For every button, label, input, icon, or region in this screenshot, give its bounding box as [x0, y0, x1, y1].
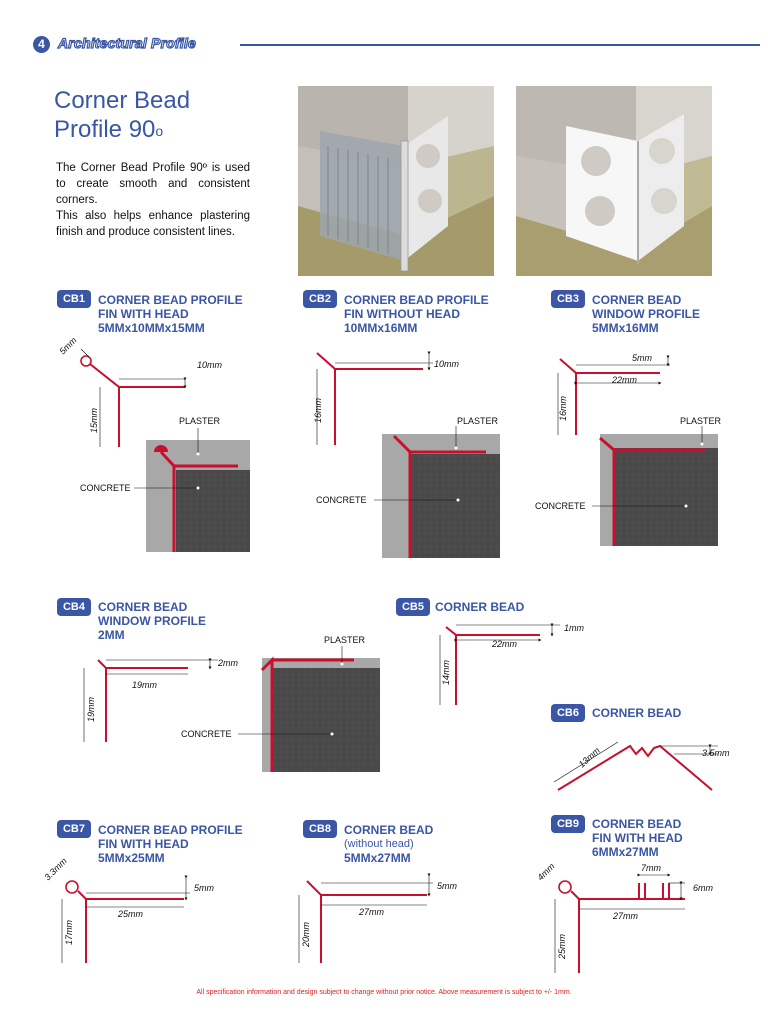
- cb4-dim-b: 19mm: [132, 680, 158, 690]
- code-badge-cb4: CB4: [57, 598, 91, 616]
- product-name-cb5: [435, 600, 524, 614]
- code-badge-cb2: CB2: [303, 290, 337, 308]
- product-name-cb6: [592, 706, 681, 720]
- degree-symbol: o: [155, 123, 164, 139]
- header-rule: [240, 44, 760, 46]
- cb3-line3: 5MMx16MM: [592, 321, 659, 335]
- cb1-label-concrete: CONCRETE: [80, 483, 131, 493]
- cb6-dim-b: 3.5mm: [702, 748, 730, 758]
- photo-corner-bead-mesh: [298, 86, 494, 276]
- disclaimer-footer: All specification information and design subject to change without prior notice. Above measurement is subject to +/- 1mm.: [196, 989, 572, 996]
- cb3-dim-b: 22mm: [612, 375, 638, 385]
- cb2-dim-a: 10mm: [434, 359, 460, 369]
- cb9-line2: FIN WITH HEAD: [592, 831, 683, 845]
- cb4-line3: 2MM: [98, 628, 125, 642]
- product-name-cb8: [344, 823, 433, 865]
- cb7-dim-b: 25mm: [118, 909, 144, 919]
- cb2-line2: FIN WITHOUT HEAD: [344, 307, 460, 321]
- drawing-cb9-profile: [535, 855, 735, 980]
- drawing-cb8-profile: [295, 865, 475, 970]
- code-badge-cb6: CB6: [551, 704, 585, 722]
- cb7-line3: 5MMx25MM: [98, 851, 165, 865]
- drawing-cb2-installed: [310, 412, 510, 562]
- cb2-label-concrete: CONCRETE: [316, 495, 367, 505]
- cb6-dim-a: 13mm: [576, 745, 602, 770]
- cb1-dim-b: 15mm: [89, 407, 99, 433]
- cb4-dim-a: 2mm: [218, 658, 238, 668]
- page-title-line1: Corner Bead: [54, 87, 191, 114]
- product-name-cb3: [592, 293, 700, 335]
- cb9-line3: 6MMx27MM: [592, 845, 659, 859]
- cb1-line1: CORNER BEAD PROFILE: [98, 293, 243, 307]
- page-title: [54, 86, 284, 144]
- cb3-label-plaster: PLASTER: [680, 416, 722, 426]
- cb7-dim-a: 5mm: [194, 883, 214, 893]
- page-number-badge: 4: [33, 36, 50, 53]
- drawing-cb1-installed: [70, 412, 260, 554]
- code-badge-cb7: CB7: [57, 820, 91, 838]
- intro-text: [56, 160, 250, 240]
- cb9-dim-d: 25mm: [557, 933, 567, 959]
- cb8-line3: 5MMx27MM: [344, 851, 411, 865]
- section-title: Architectural Profile: [58, 35, 197, 51]
- cb1-dim-a: 10mm: [197, 360, 223, 370]
- cb9-line1: CORNER BEAD: [592, 817, 682, 831]
- cb1-line3: 5MMx10MMx15MM: [98, 321, 205, 335]
- drawing-cb6-profile: [550, 730, 730, 800]
- cb9-dim-a: 7mm: [641, 863, 661, 873]
- drawing-cb7-profile: [40, 855, 240, 970]
- cb5-dim-a: 1mm: [564, 623, 584, 633]
- code-badge-cb3: CB3: [551, 290, 585, 308]
- cb4-label-plaster: PLASTER: [324, 635, 366, 645]
- cb7-line1: CORNER BEAD PROFILE: [98, 823, 243, 837]
- cb5-dim-b: 22mm: [492, 639, 518, 649]
- intro-paragraph-1: The Corner Bead Profile 90º is used to create smooth and consistent corners.: [56, 162, 250, 206]
- drawing-cb5-profile: [430, 615, 600, 715]
- cb3-line1: CORNER BEAD: [592, 293, 682, 307]
- cb3-line2: WINDOW PROFILE: [592, 307, 700, 321]
- cb7-dim-c: 17mm: [64, 919, 74, 945]
- code-badge-cb8: CB8: [303, 820, 337, 838]
- cb8-dim-b: 27mm: [359, 907, 385, 917]
- product-name-cb2: [344, 293, 489, 335]
- cb7-dim-head: 3.3mm: [42, 855, 69, 883]
- product-name-cb1: [98, 293, 243, 335]
- drawing-cb4-installed: [178, 630, 388, 775]
- cb4-label-concrete: CONCRETE: [181, 729, 232, 739]
- intro-paragraph-2: This also helps enhance plastering finish and produce consistent lines.: [56, 210, 250, 238]
- cb8-line2: (without head): [344, 838, 414, 850]
- cb8-line1: CORNER BEAD: [344, 823, 434, 837]
- cb3-dim-a: 5mm: [632, 353, 652, 363]
- cb1-label-plaster: PLASTER: [179, 416, 221, 426]
- code-badge-cb1: CB1: [57, 290, 91, 308]
- code-badge-cb9: CB9: [551, 815, 585, 833]
- cb1-dim-head: 5mm: [57, 335, 79, 357]
- cb4-line2: WINDOW PROFILE: [98, 614, 206, 628]
- cb6-line1: CORNER BEAD: [592, 706, 682, 720]
- cb9-dim-b: 6mm: [693, 883, 713, 893]
- cb4-dim-c: 19mm: [86, 696, 96, 722]
- cb9-dim-head: 4mm: [535, 861, 557, 883]
- product-name-cb9: [592, 817, 683, 859]
- cb2-line3: 10MMx16MM: [344, 321, 418, 335]
- cb2-line1: CORNER BEAD PROFILE: [344, 293, 489, 307]
- cb4-line1: CORNER BEAD: [98, 600, 188, 614]
- cb8-dim-c: 20mm: [301, 921, 311, 947]
- cb2-label-plaster: PLASTER: [457, 416, 499, 426]
- cb5-line1: CORNER BEAD: [435, 600, 525, 614]
- cb9-dim-c: 27mm: [613, 911, 639, 921]
- cb8-dim-a: 5mm: [437, 881, 457, 891]
- cb3-dim-c: 16mm: [558, 395, 568, 421]
- cb7-line2: FIN WITH HEAD: [98, 837, 189, 851]
- cb1-line2: FIN WITH HEAD: [98, 307, 189, 321]
- cb2-dim-b: 16mm: [313, 397, 323, 423]
- drawing-cb3-installed: [530, 412, 730, 552]
- photo-corner-bead-pvc: [516, 86, 712, 276]
- cb3-label-concrete: CONCRETE: [535, 501, 586, 511]
- page-title-line2: Profile 90: [54, 116, 156, 143]
- cb5-dim-c: 14mm: [441, 659, 451, 685]
- code-badge-cb5: CB5: [396, 598, 430, 616]
